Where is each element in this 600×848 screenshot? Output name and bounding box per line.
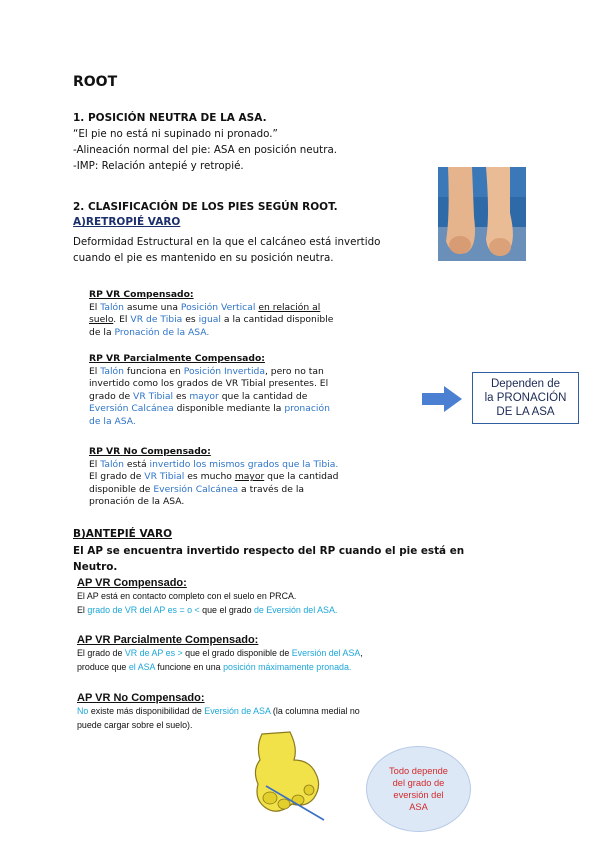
text: invertido los mismos grados que la Tibia.	[149, 458, 339, 470]
text: El	[89, 458, 101, 470]
text: Eversión Calcánea	[153, 483, 239, 495]
rp-parcial-line-1	[89, 366, 419, 379]
oval-line: Todo depende	[389, 766, 448, 776]
s1-line: -Alineación normal del pie: ASA en posición neutra.	[73, 144, 338, 156]
text: en relación al	[258, 301, 321, 313]
text: . El	[113, 314, 131, 326]
rp-compensado-line-2	[89, 314, 419, 327]
rp-compensado	[89, 289, 419, 339]
rp-no-compensado	[89, 446, 419, 509]
heel-photo-image	[438, 167, 526, 261]
text: El	[89, 301, 101, 313]
antepie-intro-line: El AP se encuentra invertido respecto del RP cuando el pie está en	[73, 545, 465, 557]
heel-photo	[438, 167, 526, 261]
text: Eversión Calcánea	[89, 403, 174, 415]
text: (la columna medial no	[270, 706, 360, 716]
antepie-heading: B)ANTEPIÉ VARO	[73, 528, 173, 540]
ap-compensado	[77, 576, 497, 617]
text: Talón	[100, 458, 124, 470]
text: El	[89, 365, 101, 377]
rp-no-title: RP VR No Compensado:	[89, 446, 211, 457]
text: El grado de	[77, 648, 125, 658]
rp-parcial-line-3	[89, 391, 419, 404]
retropie-description	[73, 234, 380, 266]
text: es	[173, 390, 190, 402]
s1-line: “El pie no está ni supinado ni pronado.”	[73, 128, 278, 140]
callout-line: DE LA ASA	[496, 406, 555, 418]
text: Eversión de ASA	[204, 706, 271, 716]
oval-line: ASA	[409, 802, 428, 812]
ap-parcialmente	[77, 633, 497, 674]
text: produce que	[77, 661, 129, 672]
text: VR de AP es >	[124, 648, 183, 658]
s2-line: Deformidad Estructural en la que el calcáneo está invertido	[73, 236, 381, 248]
callout-box	[472, 372, 579, 424]
text: igual	[198, 314, 221, 326]
ap-no-line-2: puede cargar sobre el suelo).	[77, 719, 193, 730]
text: de la	[89, 326, 115, 338]
text: Posición Invertida	[183, 365, 265, 377]
text: existe más disponibilidad de	[88, 706, 205, 716]
text: funciona en	[124, 365, 184, 377]
text: asume una	[124, 301, 181, 313]
text: Talón	[100, 301, 124, 313]
section-1-heading: 1. POSICIÓN NEUTRA DE LA ASA.	[73, 112, 267, 124]
text: VR Tibial	[133, 390, 174, 402]
text: que la cantidad de	[218, 390, 308, 402]
text: posición máximamente pronada.	[223, 661, 352, 672]
text: de Eversión del ASA.	[253, 604, 338, 615]
rp-compensado-title: RP VR Compensado:	[89, 289, 194, 300]
text: disponible mediante la	[173, 403, 285, 415]
rp-parcialmente	[89, 353, 419, 429]
ap-parcial-line-2	[77, 661, 497, 675]
text: es mucho	[184, 471, 235, 483]
text: el ASA	[128, 661, 155, 672]
rp-parcial-line-5: de la ASA.	[89, 415, 136, 427]
text: El grado de	[89, 471, 145, 483]
text: está	[124, 458, 150, 470]
text: Talón	[100, 365, 124, 377]
text: pronación	[284, 403, 330, 415]
text: grado de	[89, 390, 134, 402]
antepie-intro	[73, 543, 464, 575]
text: El	[77, 604, 88, 615]
text: suelo	[89, 314, 114, 326]
antepie-intro-line: Neutro.	[73, 561, 118, 573]
ap-compensado-line-1: El AP está en contacto completo con el suelo en PRCA.	[77, 591, 297, 601]
ap-parcial-line-1	[77, 647, 497, 661]
text: Pronación de la ASA.	[114, 326, 210, 338]
oval-line: del grado de	[392, 778, 445, 788]
rp-no-line-4: pronación de la ASA.	[89, 496, 185, 508]
text: grado de VR del AP es = o <	[87, 604, 200, 615]
callout-line: Dependen de	[490, 378, 561, 390]
text: que el grado	[199, 604, 254, 615]
rp-no-line-1	[89, 459, 419, 472]
rp-compensado-line-1	[89, 302, 419, 315]
page-title: ROOT	[73, 74, 118, 90]
retropie-heading: A)RETROPIÉ VARO	[73, 216, 181, 228]
text: mayor	[189, 390, 219, 402]
rp-no-line-3	[89, 484, 419, 497]
section-2-heading: 2. CLASIFICACIÓN DE LOS PIES SEGÚN ROOT.	[73, 201, 338, 213]
text: que el grado disponible de	[182, 648, 292, 658]
text: es	[182, 314, 199, 326]
text: Eversión del ASA	[291, 648, 361, 658]
text: mayor	[234, 471, 265, 483]
rp-parcial-line-4	[89, 403, 419, 416]
s2-line: cuando el pie es mantenido en su posición neutra.	[73, 252, 334, 264]
ap-compensado-title: AP VR Compensado:	[77, 577, 187, 589]
text: a la cantidad disponible	[220, 314, 334, 326]
s1-line: -IMP: Relación antepié y retropié.	[73, 160, 244, 172]
arrow-right-icon	[422, 386, 462, 416]
foot-illustration	[248, 730, 328, 826]
text: VR de Tibia	[130, 314, 183, 326]
text: VR Tibial	[144, 471, 185, 483]
arrow-right-shape	[422, 386, 462, 412]
ap-compensado-line-2	[77, 604, 497, 618]
ap-no-line-1	[77, 705, 497, 719]
ap-no-compensado	[77, 691, 497, 732]
ap-no-title: AP VR No Compensado:	[77, 692, 205, 704]
section-1-body	[73, 126, 337, 174]
rp-compensado-line-3	[89, 327, 419, 340]
callout-line: la PRONACIÓN	[484, 392, 567, 404]
ap-parcial-title: AP VR Parcialmente Compensado:	[77, 634, 259, 646]
text: , pero no tan	[264, 365, 324, 377]
text: ,	[360, 648, 363, 658]
rp-parcial-title: RP VR Parcialmente Compensado:	[89, 353, 265, 364]
text: Posición Vertical	[180, 301, 256, 313]
text: No	[77, 706, 89, 716]
rp-parcial-line-2: invertido como los grados de VR Tibial presentes. El	[89, 378, 329, 390]
text: disponible de	[89, 483, 154, 495]
foot-shape	[248, 730, 328, 822]
oval-line: eversión del	[393, 790, 444, 800]
text: que la cantidad	[264, 471, 339, 483]
rp-no-line-2	[89, 471, 419, 484]
text: funcione en una	[154, 661, 224, 672]
text: a través de la	[238, 483, 305, 495]
summary-oval	[366, 746, 471, 832]
